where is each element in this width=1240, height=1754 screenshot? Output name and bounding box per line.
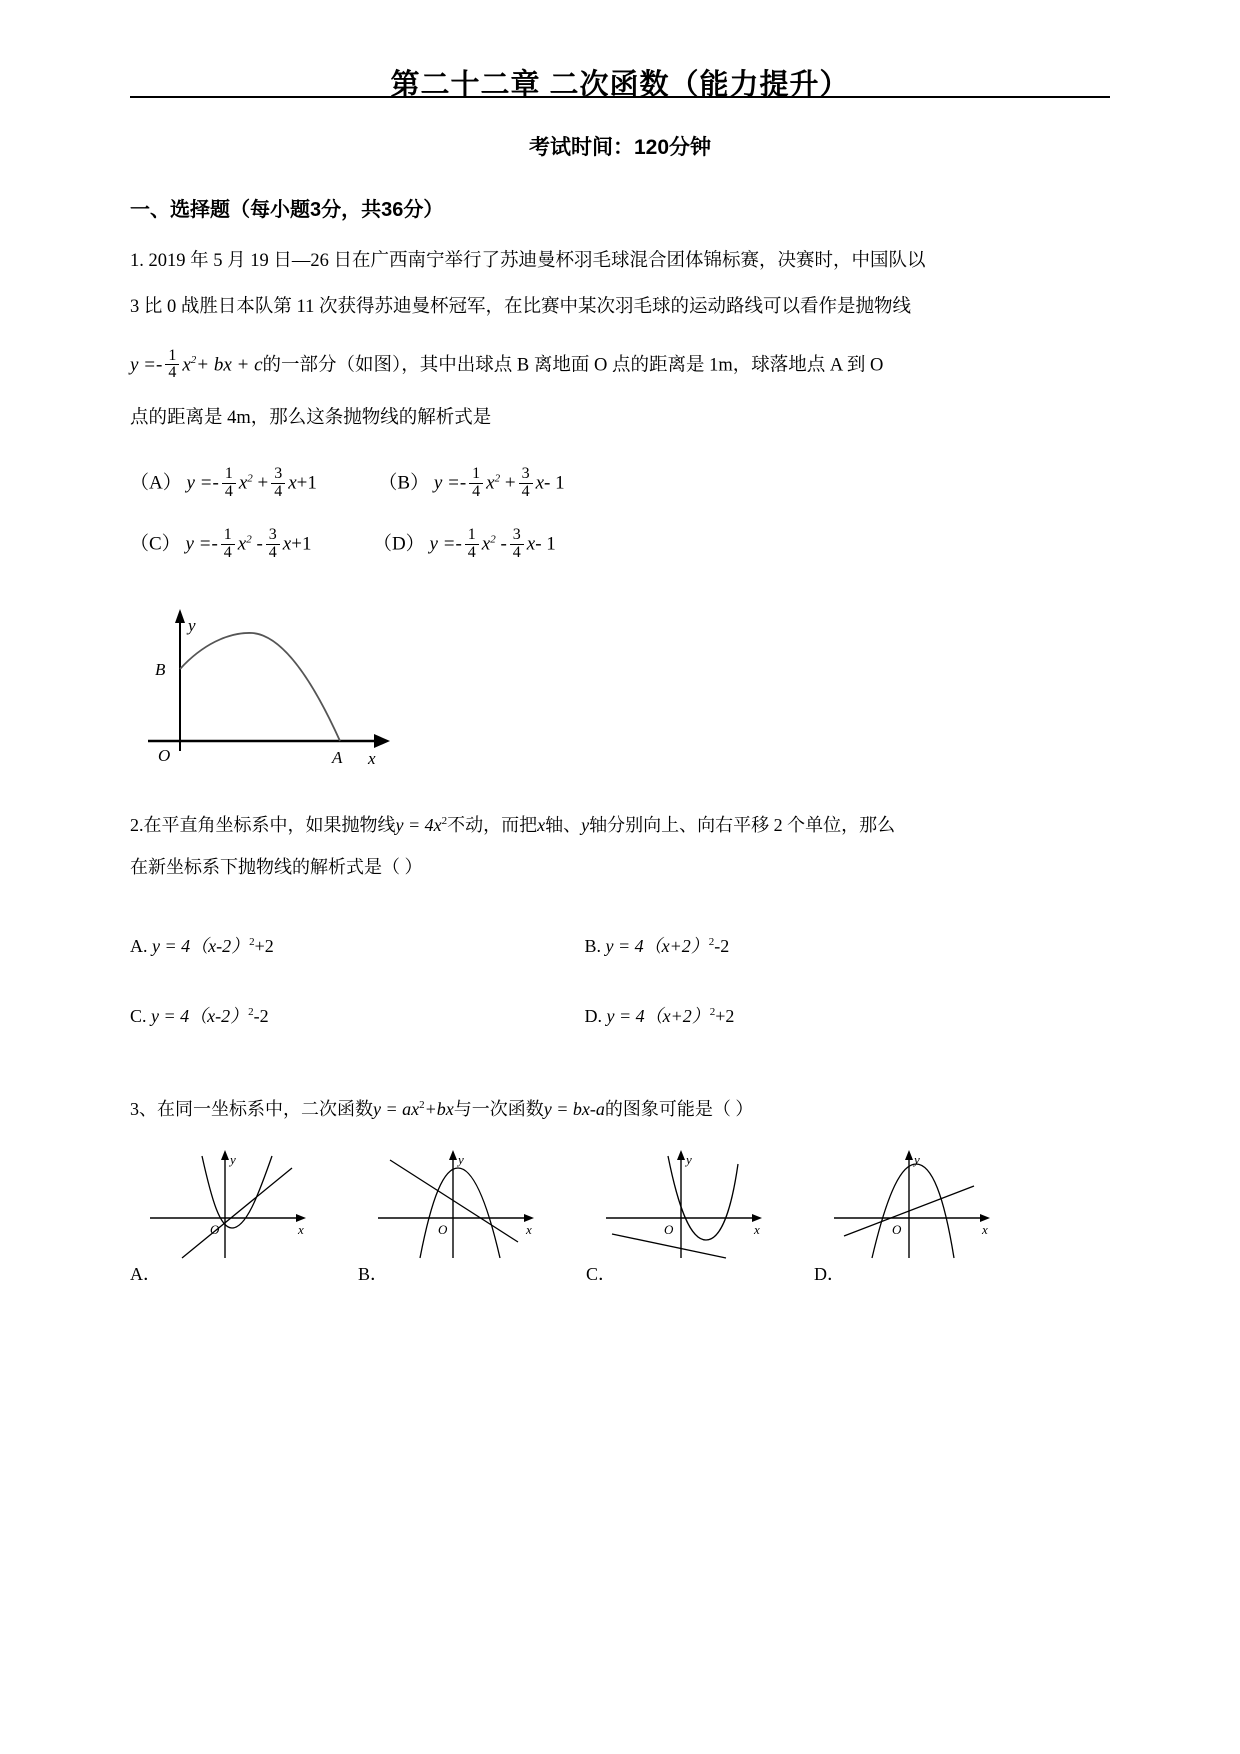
q1-choice-d[interactable]: （D） y =- $\frac{1}{4}$ $x^2$ - $\frac{3}{4}$ x- 1 [372, 525, 556, 561]
parabola [668, 1156, 738, 1240]
q1-choice-a[interactable]: （A） y =- $\frac{1}{4}$ $x^2$ + $\frac{3}{4}$ x+1 [130, 465, 317, 501]
q2-options-row-1 [130, 906, 1110, 958]
parabola [202, 1156, 272, 1228]
q3-label-c[interactable]: C． [586, 1263, 617, 1284]
y-axis-arrow [175, 609, 185, 623]
q1-eq-prefix: y =- [130, 354, 163, 376]
label-x: x [368, 748, 376, 766]
label-x: x [754, 1221, 760, 1237]
x-axis-arrow [980, 1214, 990, 1222]
q1-choice-c-tag: （C） [130, 533, 181, 555]
q1-choice-a-tag: （A） [130, 472, 182, 494]
q2-text-c: 轴、 [545, 814, 582, 835]
q1-line-1: 1. 2019 年 5 月 19 日—26 日在广西南宁举行了苏迪曼杯羽毛球混合团体锦标赛，决赛时，中国队以 [130, 251, 926, 271]
q3-figure-d [814, 1146, 1004, 1266]
q1-choice-c[interactable]: （C） y =- $\frac{1}{4}$ $x^2$ - $\frac{3}{4}$ x+1 [130, 525, 312, 561]
q2-options-row-2 [130, 976, 1110, 1028]
q3-graph-b [358, 1146, 548, 1266]
q3-text-c: 的图象可能是（ ） [604, 1098, 754, 1119]
exam-duration: 考试时间：120分钟 [528, 136, 712, 159]
q2-var-y: y [581, 814, 590, 835]
line [612, 1234, 726, 1258]
q1-equation-line [130, 330, 1110, 395]
q1-eq-fraction: $\frac{1}{4}$ [165, 348, 179, 383]
q1-choice-d-lead: y =- [429, 533, 462, 555]
q3-option-labels [130, 1260, 1110, 1286]
q3-graph-d [814, 1146, 1004, 1266]
q2-option-a[interactable]: A. $y = 4(x-2)^2+2$ [130, 935, 274, 956]
q3-label-d[interactable]: D． [814, 1263, 845, 1284]
q1-choice-c-tail: +1 [291, 533, 312, 555]
q2-option-b[interactable]: B. $y = 4(x+2)^2-2$ [584, 935, 730, 956]
q1-choice-d-op: - [500, 533, 507, 555]
label-origin: O [664, 1221, 674, 1237]
q2-option-d-body: y = 4（x+2） [606, 1005, 710, 1026]
q2-text-d: 轴分别向上、向右平移 2 个单位，那么 [589, 814, 896, 835]
y-axis-arrow [221, 1150, 229, 1160]
q1-line-2: 3 比 0 战胜日本队第 11 次获得苏迪曼杯冠军，在比赛中某次羽毛球的运动路线可以看作是抛物线 [130, 297, 911, 317]
q2-eq: y = 4x [395, 814, 442, 835]
q3-text-b: 与一次函数 [453, 1098, 544, 1119]
q3-text-a: 3、在同一坐标系中，二次函数 [130, 1098, 373, 1119]
q1-parabola-diagram [140, 601, 400, 766]
q2-eq-sup: 2 [441, 814, 448, 827]
label-y: y [914, 1151, 920, 1167]
question-3 [130, 1046, 1110, 1286]
q1-choice-a-lead: y =- [186, 472, 219, 494]
q3-eq-2: y = bx-a [543, 1098, 605, 1119]
q2-option-d-tag: D. [584, 1005, 602, 1026]
section-heading: 一、选择题（每小题3分，共36分） [130, 199, 444, 221]
q3-graph-c [586, 1146, 776, 1266]
label-y: y [230, 1151, 236, 1167]
question-2 [130, 766, 1110, 1028]
q1-choice-b-tag: （B） [378, 472, 430, 494]
q2-option-b-tag: B. [584, 935, 602, 956]
q1-figure [140, 601, 1110, 766]
q3-eq-1: y = ax [373, 1098, 420, 1119]
q1-choice-c-op: - [256, 533, 263, 555]
q2-option-a-tag: A. [130, 935, 148, 956]
q2-option-a-body: y = 4（x-2） [152, 935, 250, 956]
q2-line-1 [130, 800, 1110, 846]
q2-option-d[interactable]: D. $y = 4(x+2)^2+2$ [584, 1005, 735, 1026]
q1-choice-a-tail: +1 [296, 472, 317, 494]
x-axis-arrow [524, 1214, 534, 1222]
q1-choice-b[interactable]: （B） y =- $\frac{1}{4}$ $x^2$ + $\frac{3}{4}$ x- 1 [378, 465, 565, 501]
q1-choice-a-op: + [257, 472, 269, 494]
q1-line-4: 点的距离是 4m，那么这条抛物线的解析式是 [130, 408, 492, 429]
x-axis-arrow [752, 1214, 762, 1222]
label-x: x [982, 1221, 988, 1237]
q3-figure-a [130, 1146, 320, 1266]
q1-eq-exponent: 2 [190, 354, 197, 366]
y-axis-arrow [677, 1150, 685, 1160]
q2-text-b: 不动，而把 [447, 814, 538, 835]
label-b: B [155, 659, 166, 679]
q3-figure-c [586, 1146, 776, 1266]
q2-option-c-body: y = 4（x-2） [151, 1005, 249, 1026]
parabola [420, 1168, 500, 1258]
label-origin: O [158, 745, 171, 765]
header-rule [130, 96, 1110, 98]
page-title: 第二十二章 二次函数（能力提升） [390, 69, 850, 101]
label-origin: O [892, 1221, 902, 1237]
q3-figures [130, 1146, 1110, 1266]
q2-text-a: 2.在平直角坐标系中，如果抛物线 [130, 814, 396, 835]
q3-label-a[interactable]: A． [130, 1263, 161, 1284]
q1-choices-row-2 [130, 502, 1110, 563]
q3-label-b[interactable]: B． [358, 1263, 389, 1284]
q1-choice-d-tail: - 1 [535, 533, 556, 555]
line [390, 1160, 518, 1242]
q1-choice-b-tail: - 1 [544, 472, 565, 494]
q3-figure-b [358, 1146, 548, 1266]
x-axis-arrow [374, 734, 390, 748]
label-origin: O [210, 1221, 220, 1237]
q1-choice-b-lead: y =- [433, 472, 467, 494]
q2-line-2: 在新坐标系下抛物线的解析式是（ ） [130, 856, 423, 877]
q3-line-1: 3、在同一坐标系中，二次函数$y = ax^2+bx$与一次函数y = bx-a的图象可能是（ ） [130, 1098, 754, 1119]
q1-choice-d-tag: （D） [372, 533, 425, 555]
q3-graph-a [130, 1146, 320, 1266]
q1-eq-tail: + bx + c [196, 354, 263, 376]
q1-choices-row-1 [130, 441, 1110, 502]
label-origin: O [438, 1221, 448, 1237]
label-x: x [526, 1221, 532, 1237]
label-y: y [458, 1151, 464, 1167]
q2-option-c-tag: C. [130, 1005, 147, 1026]
q2-option-b-body: y = 4（x+2） [605, 935, 709, 956]
parabola [872, 1164, 954, 1258]
parabola-curve [180, 632, 340, 740]
q1-choice-c-lead: y =- [185, 533, 218, 555]
label-y: y [188, 615, 196, 635]
label-a: A [332, 747, 343, 766]
label-x: x [298, 1221, 304, 1237]
question-1 [130, 222, 1110, 766]
q1-line-3-tail: 的一部分（如图），其中出球点 B 离地面 O 点的距离是 1m，球落地点 A 到 O [262, 355, 884, 376]
q2-option-c[interactable]: C. $y = 4(x-2)^2-2$ [130, 1005, 269, 1026]
q1-eq-var: x [182, 354, 191, 376]
label-y: y [686, 1151, 692, 1167]
y-axis-arrow [449, 1150, 457, 1160]
y-axis-arrow [905, 1150, 913, 1160]
q1-choice-b-op: + [504, 472, 516, 494]
x-axis-arrow [296, 1214, 306, 1222]
line [182, 1168, 292, 1258]
q2-var-x: x [537, 814, 546, 835]
